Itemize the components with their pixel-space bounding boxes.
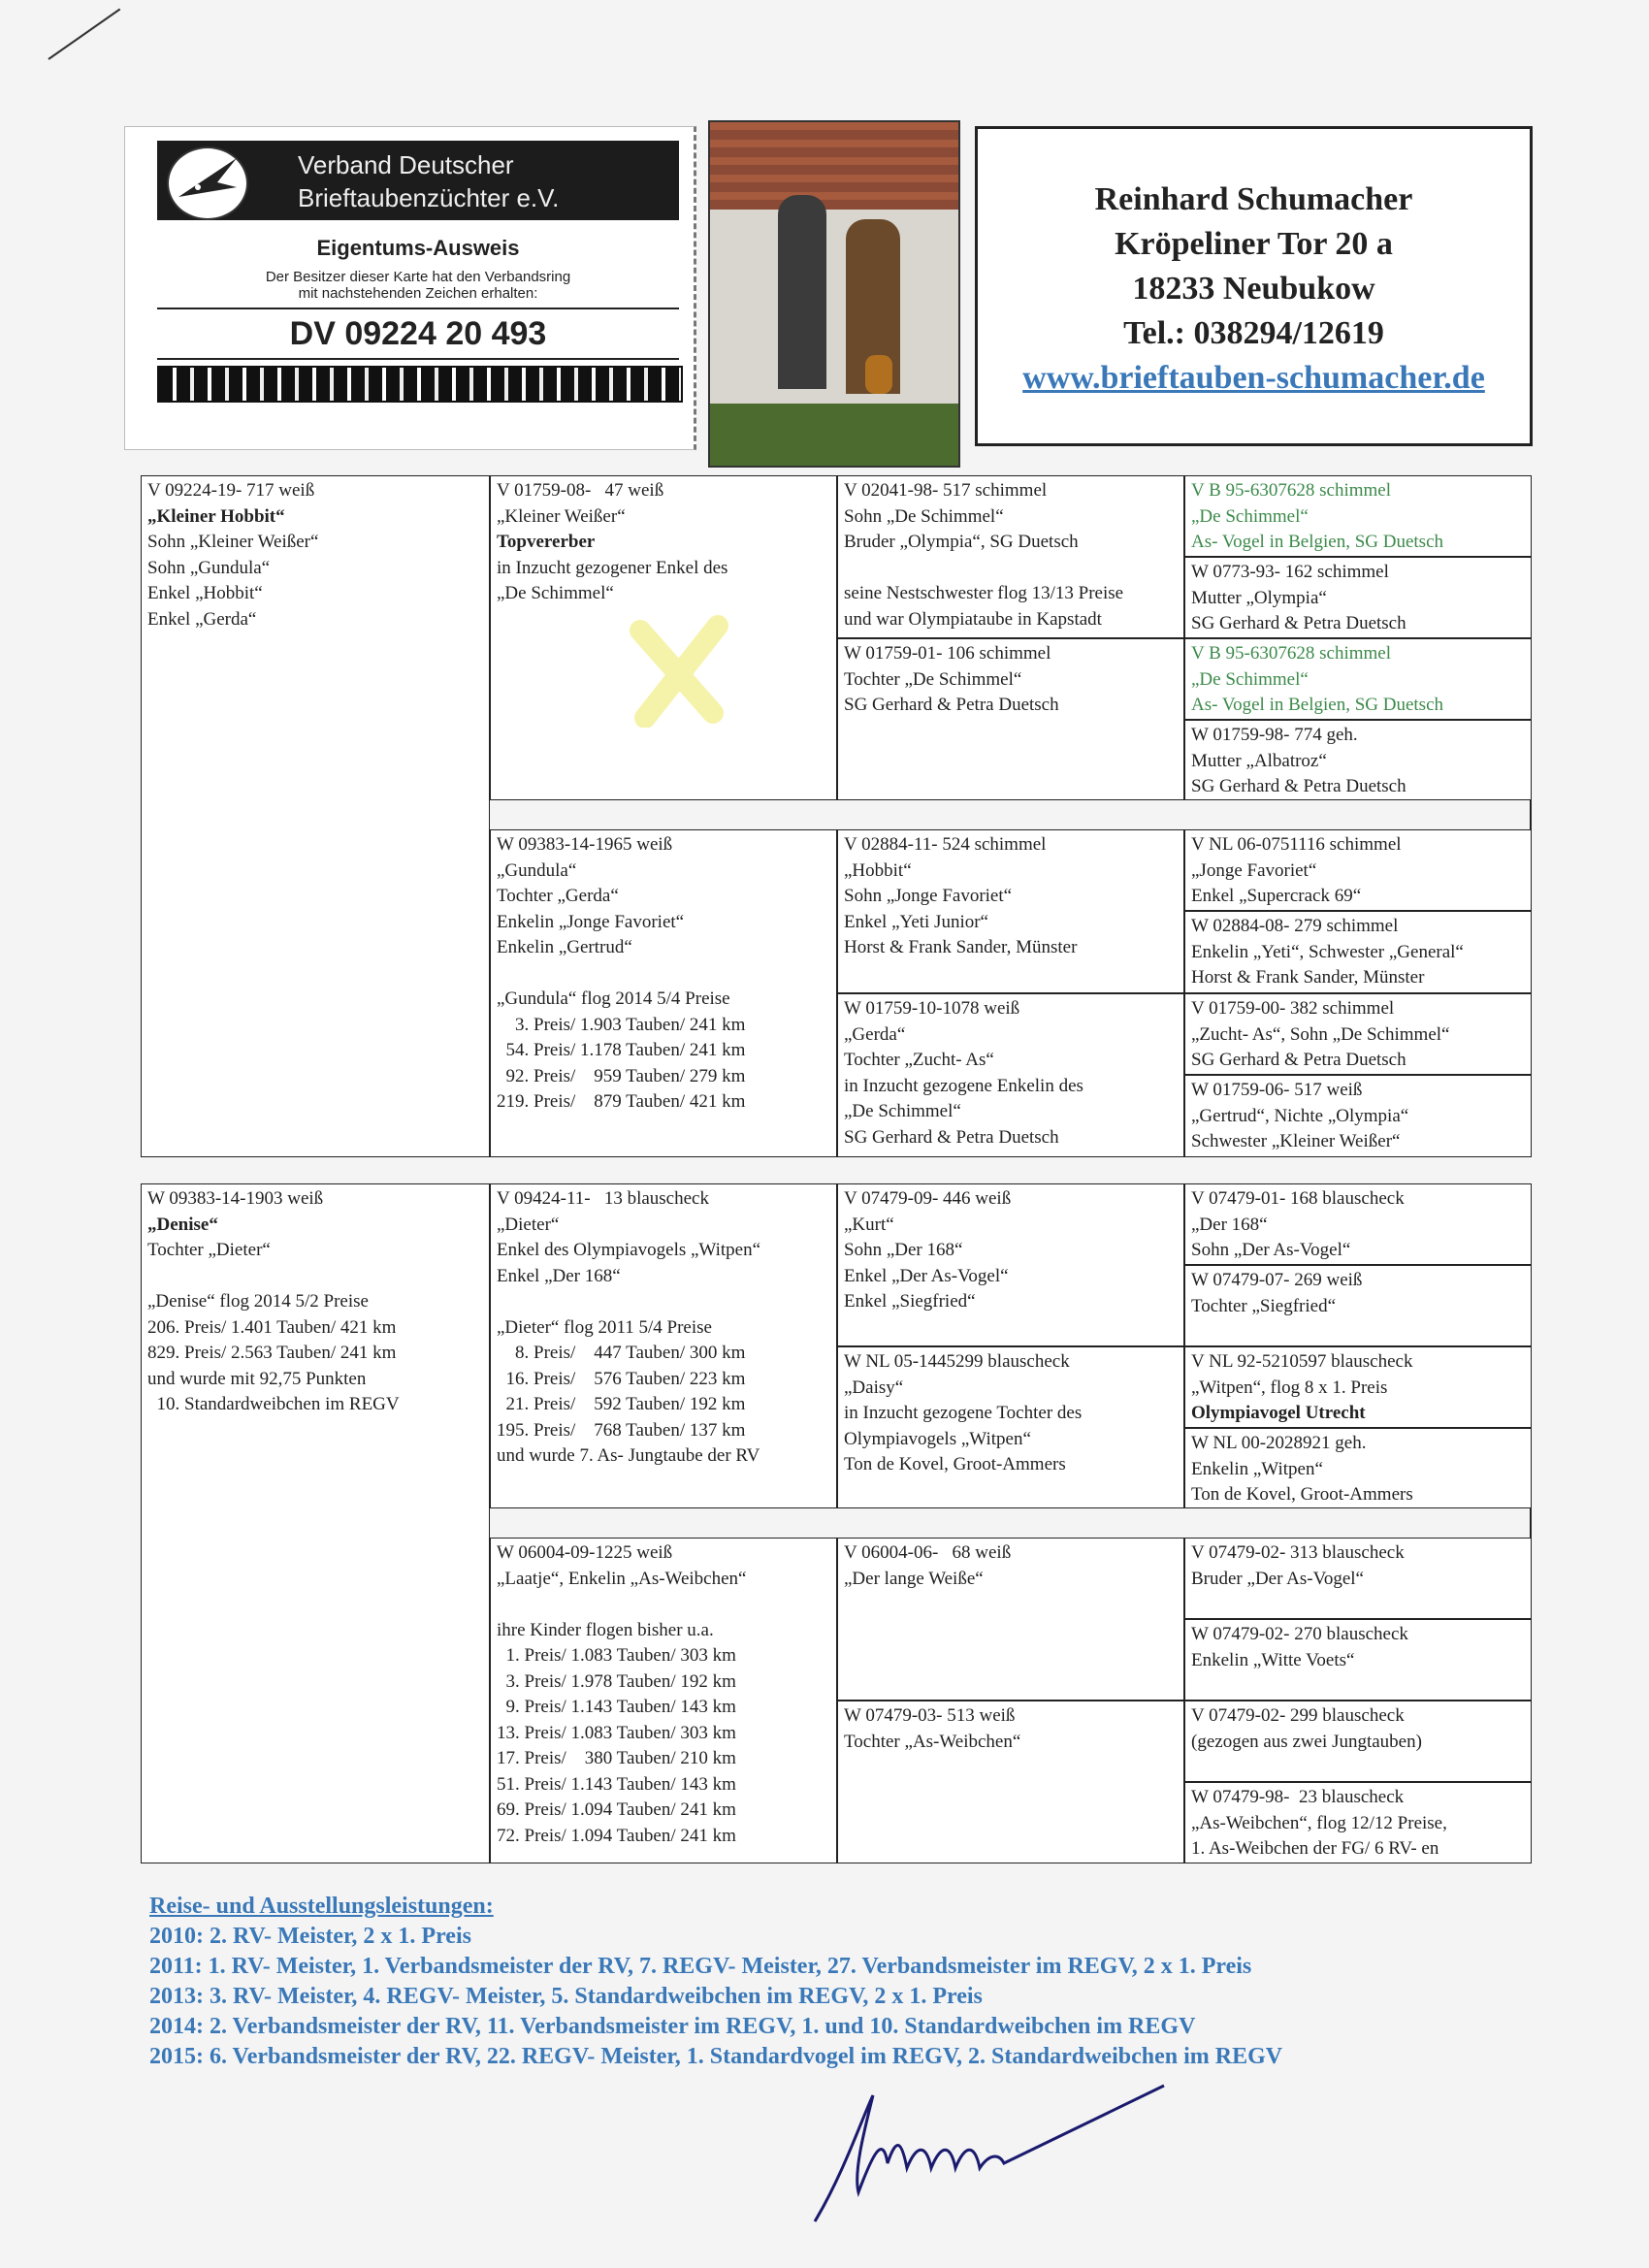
pedigree-line: As- Vogel in Belgien, SG Duetsch [1191,532,1444,552]
pedigree-line: Ton de Kovel, Groot-Ammers [844,1454,1066,1474]
pedigree-line: W 06004-09-1225 weiß [497,1542,673,1563]
pedigree-top-subject [141,475,490,1157]
pedigree-line: 219. Preis/ 879 Tauben/ 421 km [497,1091,746,1112]
pedigree-line: „Gundula“ [497,859,577,881]
pedigree-line: Ton de Kovel, Groot-Ammers [1191,1484,1413,1505]
pedigree-line: V NL 06-0751116 schimmel [1191,834,1402,855]
pedigree-line: 3. Preis/ 1.903 Tauben/ 241 km [497,1014,746,1035]
pedigree-line: „Gerda“ [844,1023,906,1045]
photo-roof [710,122,958,210]
pedigree-line: 8. Preis/ 447 Tauben/ 300 km [497,1343,746,1363]
pedigree-line: 72. Preis/ 1.094 Tauben/ 241 km [497,1825,736,1846]
pedigree-line: Enkel des Olympiavogels „Witpen“ [497,1240,761,1260]
pedigree-line: Enkel „Der 168“ [497,1265,621,1286]
owner-address-box [975,126,1533,446]
pedigree-top-ssd [1184,557,1532,638]
pedigree-line: Horst & Frank Sander, Münster [1191,967,1425,988]
pedigree-line: Tochter „De Schimmel“ [844,668,1022,690]
pedigree-bottom-dss [1184,1538,1532,1619]
pedigree-line: V 07479-02- 313 blauscheck [1191,1542,1405,1563]
pedigree-top-dss [1184,829,1532,911]
pedigree-top-sds [1184,638,1532,720]
pedigree-line: 21. Preis/ 592 Tauben/ 192 km [497,1394,746,1414]
pedigree-line: 829. Preis/ 2.563 Tauben/ 241 km [147,1343,397,1363]
pedigree-line: Tochter „Dieter“ [147,1240,271,1260]
pedigree-line: W 07479-07- 269 weiß [1191,1270,1363,1290]
card-header [157,141,679,220]
pedigree-line: Tochter „Gerda“ [497,886,619,906]
pedigree-line: „Denise“ flog 2014 5/2 Preise [147,1291,369,1312]
pedigree-line: „Dieter“ flog 2011 5/4 Preise [497,1316,712,1338]
pedigree-top-sdd [1184,720,1532,800]
pedigree-line: „Gertrud“, Nichte „Olympia“ [1191,1105,1409,1126]
pedigree-line: W 07479-03- 513 weiß [844,1705,1016,1726]
pedigree-line: „De Schimmel“ [844,1101,961,1121]
pedigree-top-dsd [1184,911,1532,993]
owner-phone: Tel.: 038294/12619 [1123,315,1384,351]
pedigree-line: 9. Preis/ 1.143 Tauben/ 143 km [497,1697,736,1717]
pedigree-line: Tochter „As-Weibchen“ [844,1731,1021,1752]
pedigree-line: V 06004-06- 68 weiß [844,1542,1012,1563]
pedigree-line: V 02041-98- 517 schimmel [844,480,1048,501]
pedigree-line [147,1264,483,1290]
pedigree-line: V 02884-11- 524 schimmel [844,834,1047,855]
pedigree-line: W 01759-06- 517 weiß [1191,1080,1363,1100]
pedigree-line: Enkel „Siegfried“ [844,1291,976,1312]
card-border-pattern [157,366,683,403]
pedigree-line: Enkelin „Gertrud“ [497,937,632,957]
org-line2: Brieftaubenzüchter e.V. [298,183,560,212]
pedigree-top-dd [837,993,1184,1157]
pedigree-line: 16. Preis/ 576 Tauben/ 223 km [497,1368,746,1389]
pedigree-line: und wurde mit 92,75 Punkten [147,1368,367,1389]
pedigree-line: 17. Preis/ 380 Tauben/ 210 km [497,1748,736,1768]
pedigree-line: „De Schimmel“ [497,583,614,603]
pedigree-line: V 07479-01- 168 blauscheck [1191,1188,1405,1209]
pedigree-line: in Inzucht gezogene Enkelin des [844,1075,1083,1096]
pedigree-line: V 01759-00- 382 schimmel [1191,998,1395,1019]
pedigree-line: 195. Preis/ 768 Tauben/ 137 km [497,1419,746,1441]
card-description [157,269,679,302]
pedigree-line: Enkel „Der As-Vogel“ [844,1265,1009,1286]
pedigree-line: W 09383-14-1965 weiß [497,834,673,855]
pedigree-line: „Kleiner Weißer“ [497,505,626,527]
pedigree-line: Sohn „Kleiner Weißer“ [147,532,319,552]
pedigree-line: Bruder „Olympia“, SG Duetsch [844,532,1079,552]
pedigree-line: Mutter „Olympia“ [1191,587,1327,608]
performance-line: 2010: 2. RV- Meister, 2 x 1. Preis [149,1924,471,1949]
org-line1: Verband Deutscher [298,150,514,179]
pedigree-line: W 0773-93- 162 schimmel [1191,562,1389,582]
owner-website-link[interactable]: www.brieftauben-schumacher.de [1022,360,1485,396]
pedigree-line: SG Gerhard & Petra Duetsch [1191,613,1406,633]
pedigree-line: „De Schimmel“ [1191,668,1309,690]
pedigree-top-sd [837,638,1184,800]
pedigree-line: W 02884-08- 279 schimmel [1191,916,1399,936]
pedigree-line: V B 95-6307628 schimmel [1191,480,1392,501]
performance-line: 2011: 1. RV- Meister, 1. Verbandsmeister der RV, 7. REGV- Meister, 27. Verbandsmeister im REGV, 2 x 1. Preis [149,1954,1252,1979]
pedigree-line: 13. Preis/ 1.083 Tauben/ 303 km [497,1722,736,1743]
pedigree-line: Enkel „Gerda“ [147,608,257,630]
pedigree-line: seine Nestschwester flog 13/13 Preise [844,583,1124,603]
pedigree-line: Bruder „Der As-Vogel“ [1191,1568,1364,1589]
pencil-mark [48,9,120,60]
pedigree-line: Schwester „Kleiner Weißer“ [1191,1131,1401,1151]
pedigree-line: V 07479-02- 299 blauscheck [1191,1705,1405,1726]
pedigree-line: SG Gerhard & Petra Duetsch [844,1126,1059,1148]
pedigree-line: „Hobbit“ [844,859,912,881]
pedigree-line: in Inzucht gezogener Enkel des [497,557,728,578]
pedigree-line: Olympiavogel Utrecht [1191,1403,1366,1423]
pedigree-bottom-sd [837,1346,1184,1508]
pedigree-line: und war Olympiataube in Kapstadt [844,608,1102,630]
pedigree-top-ddd [1184,1075,1532,1157]
pedigree-line: „Witpen“, flog 8 x 1. Preis [1191,1377,1388,1398]
pedigree-line [497,1289,830,1315]
pedigree-line: SG Gerhard & Petra Duetsch [1191,776,1406,796]
pedigree-line: „Dieter“ [497,1214,560,1235]
pedigree-line: Tochter „Siegfried“ [1191,1295,1337,1316]
pedigree-line: V 07479-09- 446 weiß [844,1188,1012,1209]
pedigree-line: „Kurt“ [844,1214,894,1235]
owner-city: 18233 Neubukow [1132,271,1375,307]
pedigree-line: 54. Preis/ 1.178 Tauben/ 241 km [497,1040,746,1060]
owner-name: Reinhard Schumacher [1094,181,1413,217]
photo-wall [710,210,958,404]
pedigree-line: 3. Preis/ 1.978 Tauben/ 192 km [497,1670,736,1692]
pedigree-line: 206. Preis/ 1.401 Tauben/ 421 km [147,1316,397,1338]
pedigree-line [497,961,830,988]
pedigree-bottom-sdd [1184,1428,1532,1508]
pedigree-line: W 01759-98- 774 geh. [1191,725,1358,745]
pedigree-bottom-sds [1184,1346,1532,1428]
pedigree-line: „Denise“ [147,1214,218,1235]
pedigree-bottom-ddd [1184,1782,1532,1863]
pedigree-line [497,1592,830,1618]
pedigree-line: W 07479-98- 23 blauscheck [1191,1787,1405,1807]
pedigree-bottom-dam [490,1538,837,1863]
pedigree-line: „Daisy“ [844,1377,904,1398]
pedigree-line [844,556,1178,582]
pedigree-line: 69. Preis/ 1.094 Tauben/ 241 km [497,1799,736,1820]
card-desc-line2: mit nachstehenden Zeichen erhalten: [298,285,538,302]
pedigree-line: 1. Preis/ 1.083 Tauben/ 303 km [497,1645,736,1666]
pedigree-bottom-dds [1184,1701,1532,1782]
pedigree-line: 92. Preis/ 959 Tauben/ 279 km [497,1065,746,1086]
pedigree-bottom-sss [1184,1183,1532,1265]
pedigree-line: V 09224-19- 717 weiß [147,480,315,501]
pedigree-line: Sohn „Jonge Favoriet“ [844,886,1013,906]
pedigree-top-dam [490,829,837,1157]
pedigree-line: ihre Kinder flogen bisher u.a. [497,1619,714,1640]
pedigree-bottom-dd [837,1701,1184,1863]
pedigree-line: „Gundula“ flog 2014 5/4 Preise [497,988,730,1009]
pedigree-line: „Zucht- As“, Sohn „De Schimmel“ [1191,1023,1450,1045]
pedigree-bottom-ss [837,1183,1184,1346]
signature [805,2076,1193,2231]
performance-line: 2014: 2. Verbandsmeister der RV, 11. Verbandsmeister im REGV, 1. und 10. Standardweibchen im REGV [149,2014,1196,2039]
pedigree-line: V NL 92-5210597 blauscheck [1191,1351,1413,1372]
pedigree-line: Enkel „Yeti Junior“ [844,911,988,932]
pedigree-line: „Kleiner Hobbit“ [147,505,285,527]
photo-dog [865,355,892,394]
pedigree-line: V 09424-11- 13 blauscheck [497,1188,709,1209]
pedigree-line: in Inzucht gezogene Tochter des [844,1403,1083,1423]
pedigree-bottom-sire [490,1183,837,1508]
pedigree-line: Enkelin „Witpen“ [1191,1458,1323,1479]
performance-section [149,1892,1527,2072]
pedigree-line: „Der lange Weiße“ [844,1568,984,1589]
pedigree-line: Tochter „Zucht- As“ [844,1050,994,1070]
highlighter-cross-mark [621,611,737,728]
ownership-card [124,126,696,450]
pedigree-line: 10. Standardweibchen im REGV [147,1394,400,1414]
pedigree-line: As- Vogel in Belgien, SG Duetsch [1191,695,1444,715]
pedigree-line: und wurde 7. As- Jungtaube der RV [497,1445,760,1466]
photo-grass [710,404,958,468]
pedigree-line: W 07479-02- 270 blauscheck [1191,1624,1408,1644]
pedigree-line: „Der 168“ [1191,1214,1268,1235]
pedigree-line: Sohn „Gundula“ [147,557,271,578]
pedigree-line: 1. As-Weibchen der FG/ 6 RV- en [1191,1838,1439,1859]
dove-logo-icon [167,146,248,220]
pedigree-line: „As-Weibchen“, flog 12/12 Preise, [1191,1812,1447,1833]
pedigree-line: Enkel „Supercrack 69“ [1191,886,1362,906]
card-desc-line1: Der Besitzer dieser Karte hat den Verbandsring [265,269,571,285]
pedigree-line: V B 95-6307628 schimmel [1191,643,1392,664]
photo-person-1 [778,195,826,389]
pedigree-line: W NL 00-2028921 geh. [1191,1433,1367,1453]
pedigree-line: „Laatje“, Enkelin „As-Weibchen“ [497,1568,747,1589]
pedigree-line: Enkelin „Jonge Favoriet“ [497,911,685,932]
pedigree-top-ds [837,829,1184,993]
pedigree-line: Sohn „De Schimmel“ [844,505,1004,527]
pedigree-line: SG Gerhard & Petra Duetsch [844,695,1059,715]
pedigree-line: W 01759-10-1078 weiß [844,998,1020,1019]
pedigree-line: Enkel „Hobbit“ [147,583,263,603]
pedigree-line: V 01759-08- 47 weiß [497,480,664,501]
ring-number: DV 09224 20 493 [157,308,679,360]
pedigree-line: SG Gerhard & Petra Duetsch [1191,1050,1406,1070]
card-title: Eigentums-Ausweis [316,236,520,260]
pedigree-bottom-dsd [1184,1619,1532,1701]
performance-heading: Reise- und Ausstellungsleistungen: [149,1894,494,1919]
pedigree-line: Horst & Frank Sander, Münster [844,937,1078,957]
pedigree-bottom-subject [141,1183,490,1863]
owner-street: Kröpeliner Tor 20 a [1115,226,1393,262]
pedigree-top-dds [1184,993,1532,1075]
pedigree-line: „Jonge Favoriet“ [1191,859,1317,881]
performance-line: 2015: 6. Verbandsmeister der RV, 22. REGV- Meister, 1. Standardvogel im REGV, 2. Standardweibchen im REGV [149,2044,1283,2069]
pedigree-line: Olympiavogels „Witpen“ [844,1428,1031,1449]
pedigree-top-ss [837,475,1184,638]
pedigree-line: Enkelin „Yeti“, Schwester „General“ [1191,941,1464,962]
pedigree-line: Enkelin „Witte Voets“ [1191,1649,1355,1670]
pedigree-bottom-ds [837,1538,1184,1701]
pedigree-line: Topvererber [497,532,596,552]
pedigree-line: W 09383-14-1903 weiß [147,1188,324,1209]
pedigree-line: W NL 05-1445299 blauscheck [844,1351,1070,1372]
pedigree-top-sss [1184,475,1532,557]
pedigree-line: Mutter „Albatroz“ [1191,750,1327,771]
pedigree-line: Sohn „Der As-Vogel“ [1191,1240,1351,1260]
pedigree-line: 51. Preis/ 1.143 Tauben/ 143 km [497,1773,736,1795]
performance-line: 2013: 3. RV- Meister, 4. REGV- Meister, 5. Standardweibchen im REGV, 2 x 1. Preis [149,1984,983,2009]
pedigree-line: „De Schimmel“ [1191,505,1309,527]
pedigree-line: W 01759-01- 106 schimmel [844,643,1051,664]
owner-photo [708,120,960,468]
pedigree-line: Sohn „Der 168“ [844,1240,963,1260]
pedigree-line: (gezogen aus zwei Jungtauben) [1191,1731,1422,1752]
pedigree-bottom-ssd [1184,1265,1532,1346]
